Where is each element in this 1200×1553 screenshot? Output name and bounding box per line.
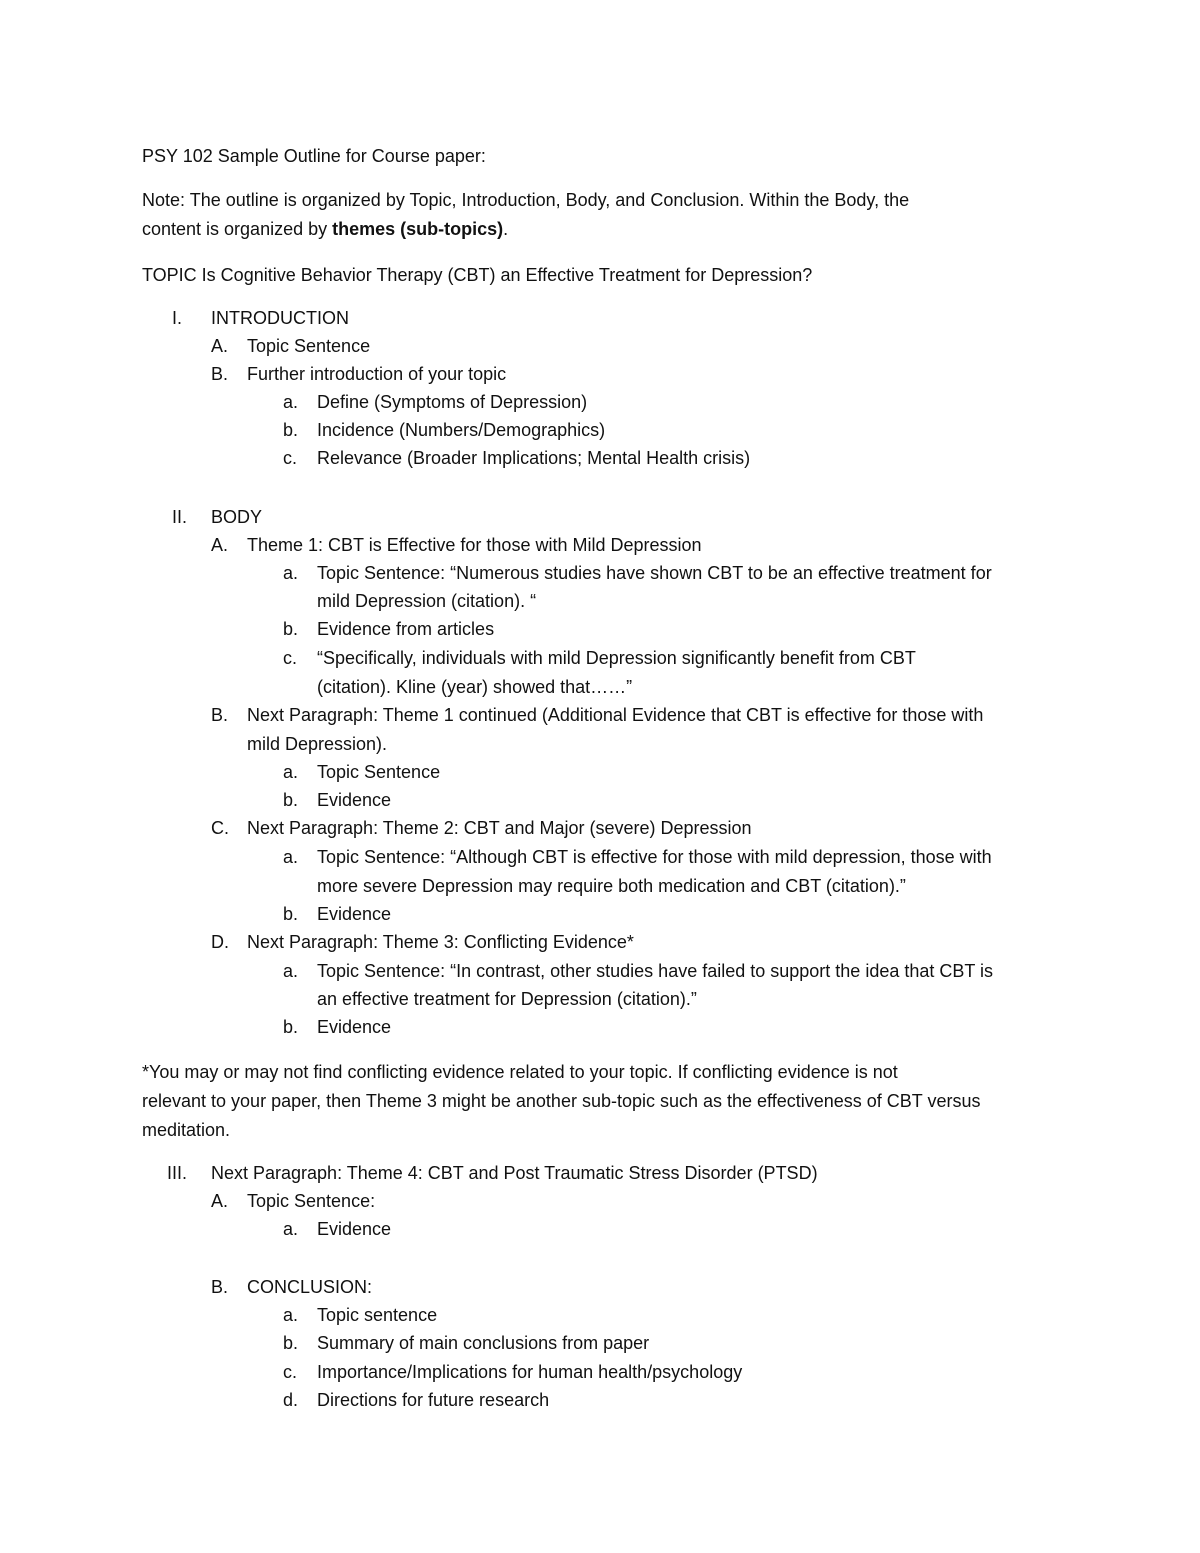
- outline-marker: III.: [167, 1163, 188, 1183]
- outline-item: Define (Symptoms of Depression): [317, 392, 588, 412]
- outline-item: Topic Sentence: [317, 762, 441, 782]
- note-line-1: Note: The outline is organized by Topic, Introduction, Body, and Conclusion. Within the Body, the: [142, 190, 910, 210]
- outline-item: Relevance (Broader Implications; Mental Health crisis): [317, 448, 751, 468]
- footnote-line-2: relevant to your paper, then Theme 3 might be another sub-topic such as the effectiveness of CBT versus: [142, 1091, 981, 1111]
- outline-marker: B.: [211, 1277, 229, 1297]
- outline-marker: II.: [172, 507, 188, 527]
- outline-marker: b.: [283, 1017, 299, 1037]
- outline-item: Directions for future research: [317, 1390, 550, 1410]
- outline-item: Theme 1: CBT is Effective for those with Mild Depression: [247, 535, 702, 555]
- footnote-line-1: *You may or may not find conflicting evidence related to your topic. If conflicting evidence is not: [142, 1062, 898, 1082]
- outline-item: Topic sentence: [317, 1305, 438, 1325]
- note-period: .: [503, 219, 509, 239]
- outline-marker: a.: [283, 392, 299, 412]
- outline-item: Next Paragraph: Theme 1 continued (Additional Evidence that CBT is effective for those with: [247, 705, 984, 725]
- conclusion-heading: CONCLUSION:: [247, 1277, 373, 1297]
- outline-marker: a.: [283, 563, 299, 583]
- outline-marker: c.: [283, 448, 298, 468]
- outline-item: “Specifically, individuals with mild Depression significantly benefit from CBT: [317, 648, 916, 668]
- outline-item: Evidence: [317, 904, 392, 924]
- outline-marker: b.: [283, 619, 299, 639]
- outline-marker: A.: [211, 336, 229, 356]
- outline-marker: B.: [211, 364, 229, 384]
- body-heading: BODY: [211, 507, 263, 527]
- outline-marker: A.: [211, 1191, 229, 1211]
- outline-marker: d.: [283, 1390, 299, 1410]
- outline-item-continued: more severe Depression may require both medication and CBT (citation).”: [317, 876, 906, 896]
- intro-heading: INTRODUCTION: [211, 308, 349, 328]
- outline-marker: a.: [283, 1219, 299, 1239]
- outline-marker: D.: [211, 932, 229, 952]
- footnote-line-3: meditation.: [142, 1120, 231, 1140]
- outline-marker: a.: [283, 961, 299, 981]
- topic-line: TOPIC Is Cognitive Behavior Therapy (CBT) an Effective Treatment for Depression?: [142, 265, 813, 285]
- outline-item: Topic Sentence: “Although CBT is effective for those with mild depression, those with: [317, 847, 992, 867]
- outline-marker: a.: [283, 762, 299, 782]
- outline-marker: b.: [283, 790, 299, 810]
- outline-item: Further introduction of your topic: [247, 364, 507, 384]
- outline-marker: A.: [211, 535, 229, 555]
- outline-item: Evidence: [317, 1219, 392, 1239]
- outline-item: Topic Sentence: “Numerous studies have shown CBT to be an effective treatment for: [317, 563, 992, 583]
- outline-item: Topic Sentence:: [247, 1191, 376, 1211]
- outline-marker: c.: [283, 1362, 298, 1382]
- outline-marker: b.: [283, 420, 299, 440]
- outline-item: Evidence: [317, 790, 392, 810]
- note-line-2: [142, 217, 508, 241]
- outline-item: Topic Sentence: [247, 336, 371, 356]
- outline-item-continued: mild Depression (citation). “: [317, 591, 537, 611]
- note-text: content is organized by: [142, 219, 333, 239]
- outline-item: Next Paragraph: Theme 2: CBT and Major (severe) Depression: [247, 818, 752, 838]
- theme4-heading: Next Paragraph: Theme 4: CBT and Post Traumatic Stress Disorder (PTSD): [211, 1163, 818, 1183]
- outline-item: Topic Sentence: “In contrast, other studies have failed to support the idea that CBT is: [317, 961, 994, 981]
- outline-marker: C.: [211, 818, 229, 838]
- outline-item: Incidence (Numbers/Demographics): [317, 420, 606, 440]
- outline-item-continued: mild Depression).: [247, 734, 388, 754]
- outline-marker: b.: [283, 1333, 299, 1353]
- outline-item: Evidence: [317, 1017, 392, 1037]
- outline-marker: a.: [283, 847, 299, 867]
- outline-marker: a.: [283, 1305, 299, 1325]
- outline-marker: B.: [211, 705, 229, 725]
- document-title: PSY 102 Sample Outline for Course paper:: [142, 146, 486, 166]
- note-bold-text: themes (sub-topics): [332, 219, 504, 239]
- outline-item-continued: an effective treatment for Depression (citation).”: [317, 989, 697, 1009]
- outline-marker: b.: [283, 904, 299, 924]
- outline-item: Next Paragraph: Theme 3: Conflicting Evidence*: [247, 932, 634, 952]
- outline-marker: c.: [283, 648, 298, 668]
- outline-marker: I.: [172, 308, 183, 328]
- outline-item: Evidence from articles: [317, 619, 495, 639]
- outline-item: Importance/Implications for human health/psychology: [317, 1362, 743, 1382]
- outline-item-continued: (citation). Kline (year) showed that……”: [317, 677, 633, 697]
- outline-item: Summary of main conclusions from paper: [317, 1333, 650, 1353]
